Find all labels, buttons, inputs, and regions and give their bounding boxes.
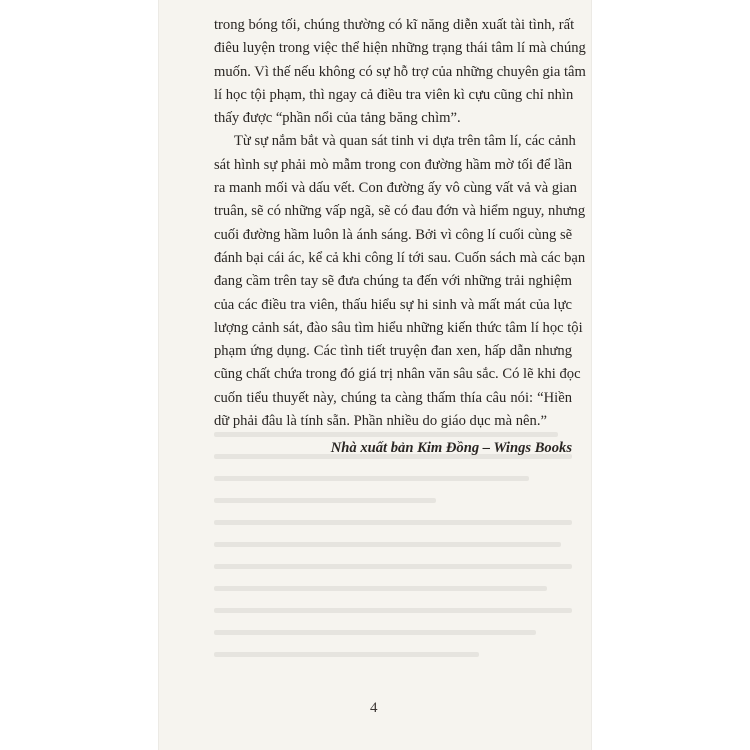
text-line: lượng cảnh sát, đào sâu tìm hiểu những kiến thức tâm lí học tội — [214, 319, 583, 336]
text-line: thấy được “phần nổi của tảng băng chìm”. — [214, 110, 461, 127]
text-line: Từ sự nắm bắt và quan sát tinh vi dựa trên tâm lí, các cảnh — [234, 133, 576, 150]
text-line: dữ phải đâu là tính sẵn. Phần nhiều do giáo dục mà nên.” — [214, 413, 547, 430]
text-line: điêu luyện trong việc thể hiện những trạng thái tâm lí mà chúng — [214, 40, 586, 57]
paragraph-2 — [214, 130, 586, 433]
text-line: ra manh mối và dấu vết. Con đường ấy vô cùng vất vả và gian — [214, 180, 577, 197]
text-line: muốn. Vì thế nếu không có sự hỗ trợ của những chuyên gia tâm — [214, 63, 586, 80]
text-line: truân, sẽ có những vấp ngã, sẽ có đau đớn và hiểm nguy, nhưng — [214, 203, 586, 220]
text-line: của các điều tra viên, thấu hiểu sự hi sinh và mất mát của lực — [214, 296, 572, 313]
text-line: cuốn tiểu thuyết này, chúng ta càng thấm thía câu nói: “Hiền — [214, 389, 572, 406]
text-line: đánh bại cái ác, kể cả khi công lí tới sau. Cuốn sách mà các bạn — [214, 249, 586, 266]
text-line: sát hình sự phải mò mẫm trong con đường hầm mờ tối để lần — [214, 156, 572, 173]
text-line: cũng chất chứa trong đó giá trị nhân văn sâu sắc. Có lẽ khi đọc — [214, 366, 581, 383]
paragraph-1 — [214, 14, 586, 130]
body-text — [214, 14, 586, 460]
page-number: 4 — [370, 700, 378, 716]
text-line: phạm ứng dụng. Các tình tiết truyện đan xen, hấp dẫn nhưng — [214, 343, 572, 360]
text-line: trong bóng tối, chúng thường có kĩ năng diễn xuất tài tình, rất — [214, 17, 575, 33]
text-line: đang cầm trên tay sẽ đưa chúng ta đến với những trải nghiệm — [214, 273, 572, 290]
book-page — [158, 0, 592, 750]
show-through-text — [214, 432, 572, 684]
text-line: cuối đường hầm luôn là ánh sáng. Bởi vì công lí cuối cùng sẽ — [214, 226, 573, 243]
text-line: lí học tội phạm, thì ngay cả điều tra viên kì cựu cũng chỉ nhìn — [214, 86, 574, 103]
publisher-signature: Nhà xuất bản Kim Đồng – Wings Books — [330, 440, 572, 457]
